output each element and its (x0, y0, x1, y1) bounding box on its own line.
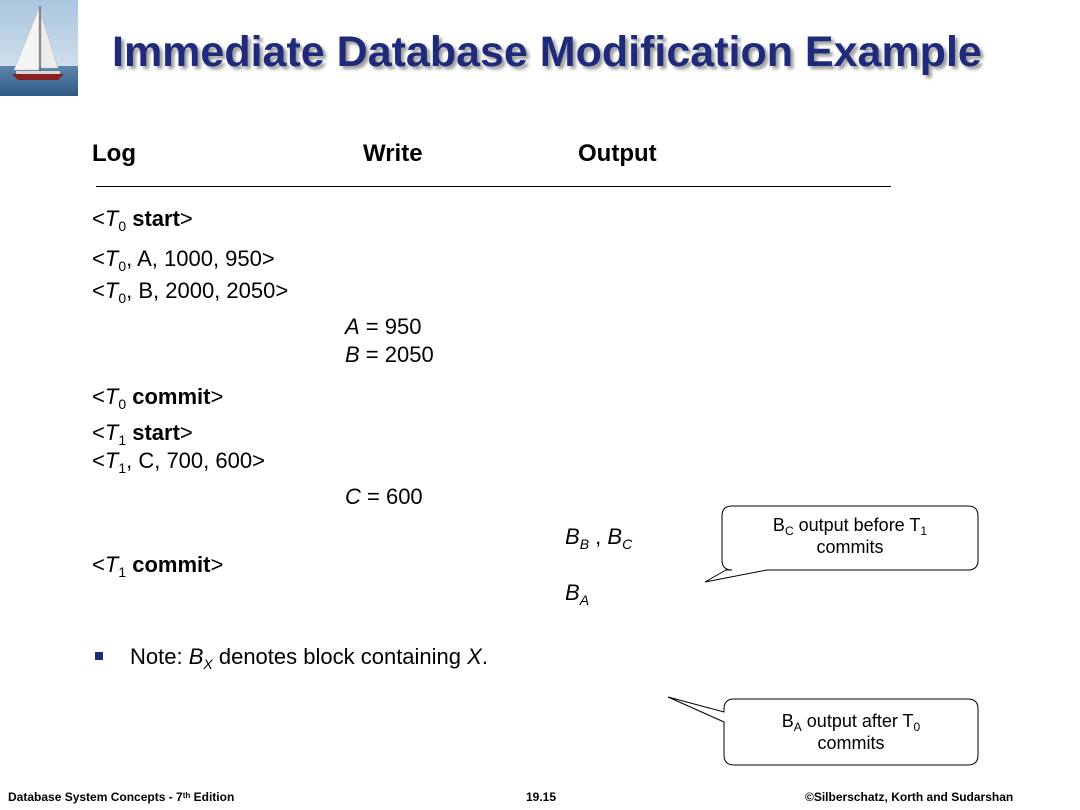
write-variable: C (345, 484, 361, 509)
write-value: = 2050 (359, 342, 434, 367)
txn-letter: T (104, 384, 119, 409)
callout-txn-subscript: 0 (913, 720, 921, 734)
callout-2-line2: commits (817, 733, 885, 753)
gt-symbol: > (210, 384, 224, 409)
write-variable: A (345, 314, 360, 339)
note-middle: denotes block containing (212, 644, 468, 669)
txn-letter: T (104, 206, 119, 231)
callout-2-text (726, 710, 976, 754)
log-record-rest: , B, 2000, 2050> (126, 278, 289, 303)
footer-slide-number: 19.15 (526, 790, 557, 804)
log-keyword: start (132, 420, 180, 445)
separator: , (589, 524, 608, 549)
log-record-rest: , C, 700, 600> (126, 448, 265, 473)
callout-1-line2: commits (816, 537, 884, 557)
callout-1-text (724, 514, 976, 558)
txn-letter: T (104, 448, 119, 473)
write-value: = 950 (359, 314, 422, 339)
callout-block-letter: B (772, 515, 785, 535)
txn-subscript: 1 (118, 564, 127, 580)
callout-txn-subscript: 1 (920, 524, 928, 538)
txn-subscript: 1 (118, 432, 127, 448)
txn-letter: T (104, 420, 119, 445)
footer-title-edition: Edition (190, 790, 235, 804)
footer-title-sup: th (182, 791, 191, 800)
slide-title: Immediate Database Modification Example (112, 28, 982, 76)
block-letter: B (188, 644, 204, 669)
block-letter: B (565, 580, 580, 605)
callout-block-subscript: A (793, 720, 802, 734)
txn-letter: T (104, 552, 119, 577)
write-value: = 600 (360, 484, 423, 509)
lt-symbol: < (92, 206, 105, 231)
lt-symbol: < (92, 448, 105, 473)
txn-subscript: 0 (118, 396, 127, 412)
lt-symbol: < (92, 420, 105, 445)
callout-2-line1 (726, 710, 976, 732)
gt-symbol: > (179, 206, 193, 231)
write-variable: B (345, 342, 360, 367)
txn-subscript: 1 (118, 460, 127, 476)
lt-symbol: < (92, 278, 105, 303)
callout-block-letter: B (781, 711, 794, 731)
note-prefix: Note: (130, 644, 189, 669)
gt-symbol: > (210, 552, 224, 577)
gt-symbol: > (179, 420, 193, 445)
txn-subscript: 0 (118, 218, 127, 234)
callout-middle: output before T (793, 515, 921, 535)
block-subscript: A (579, 592, 590, 608)
block-subscript: C (622, 536, 633, 552)
block-letter: B (607, 524, 623, 549)
log-keyword: commit (132, 384, 211, 409)
txn-letter: T (104, 246, 119, 271)
log-record-rest: , A, 1000, 950> (126, 246, 275, 271)
footer-title-text: Database System Concepts - 7 (8, 790, 183, 804)
txn-letter: T (104, 278, 119, 303)
note-variable: X (467, 644, 482, 669)
log-keyword: start (132, 206, 180, 231)
callout-1-line1 (724, 514, 976, 536)
footer-copyright: ©Silberschatz, Korth and Sudarshan (805, 790, 1014, 804)
callout-block-subscript: C (784, 524, 794, 538)
txn-subscript: 0 (118, 258, 127, 274)
footer-book-title (8, 790, 234, 804)
block-letter: B (565, 524, 580, 549)
block-subscript: B (579, 536, 590, 552)
callout-middle: output after T (801, 711, 914, 731)
lt-symbol: < (92, 552, 105, 577)
header-output: Output (578, 140, 657, 167)
lt-symbol: < (92, 246, 105, 271)
header-log: Log (92, 140, 136, 167)
header-write: Write (363, 140, 423, 167)
note-end: . (481, 644, 488, 669)
log-keyword: commit (132, 552, 211, 577)
lt-symbol: < (92, 384, 105, 409)
block-subscript: X (203, 656, 213, 672)
txn-subscript: 0 (118, 290, 127, 306)
